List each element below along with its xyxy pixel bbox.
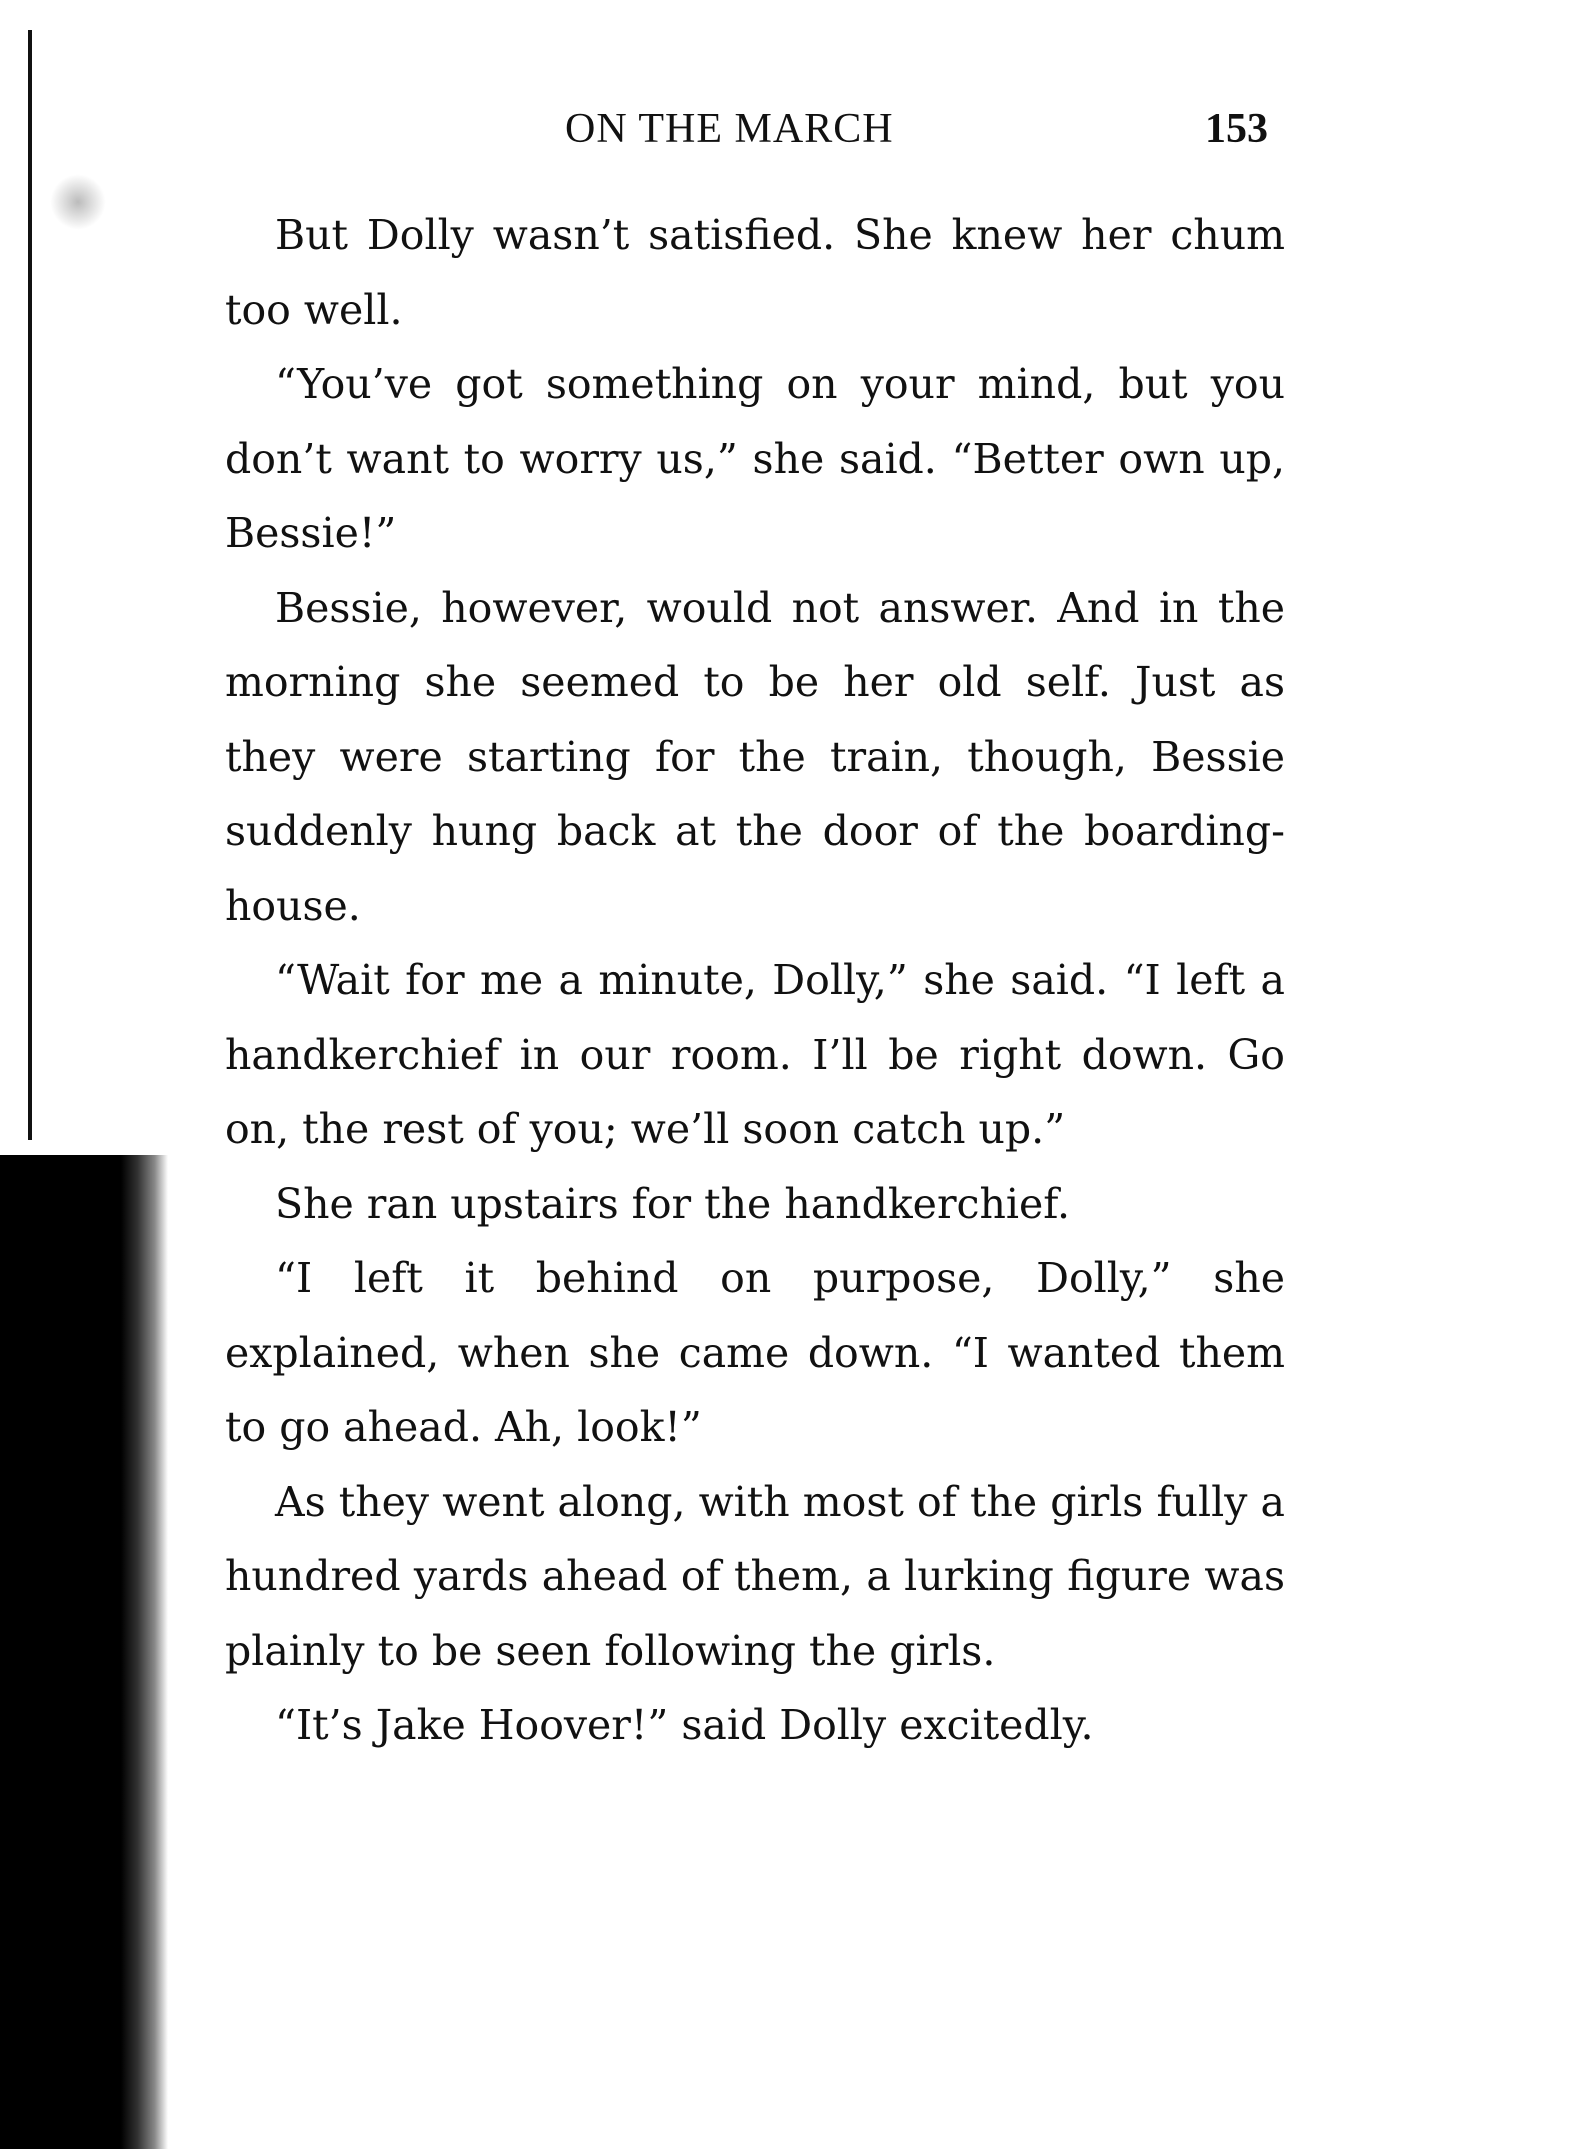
binding-shadow — [0, 1155, 168, 2149]
paragraph: “Wait for me a minute, Dolly,” she said. “I left a handkerchief in our room. I’ll be right down. Go on, the rest of you; we’ll soon catch up.” — [225, 956, 1285, 1153]
running-head — [0, 105, 1590, 165]
running-title: ON THE MARCH — [565, 106, 894, 152]
paragraph: But Dolly wasn’t satisfied. She knew her chum too well. — [225, 211, 1285, 334]
paragraph: “I left it behind on purpose, Dolly,” she explained, when she came down. “I wanted them to go ahead. Ah, look!” — [225, 1254, 1285, 1451]
paragraph: As they went along, with most of the girls fully a hundred yards ahead of them, a lurking figure was plainly to be seen following the girls. — [225, 1477, 1285, 1675]
paragraph: She ran upstairs for the handkerchief. — [275, 1179, 1071, 1228]
body-text — [225, 198, 1285, 1763]
binding-edge-line — [28, 30, 32, 1140]
scan-speck — [48, 172, 108, 232]
paragraph: “It’s Jake Hoover!” said Dolly excitedly. — [275, 1701, 1094, 1749]
paragraph: “You’ve got something on your mind, but you don’t want to worry us,” she said. “Better own up, Bessie!” — [225, 360, 1285, 557]
paragraph: Bessie, however, would not answer. And in the morning she seemed to be her old self. Just as they were starting for the train, though, Bessie suddenly hung back at the door of the boarding-house. — [225, 583, 1285, 930]
page-number: 153 — [1205, 106, 1268, 152]
